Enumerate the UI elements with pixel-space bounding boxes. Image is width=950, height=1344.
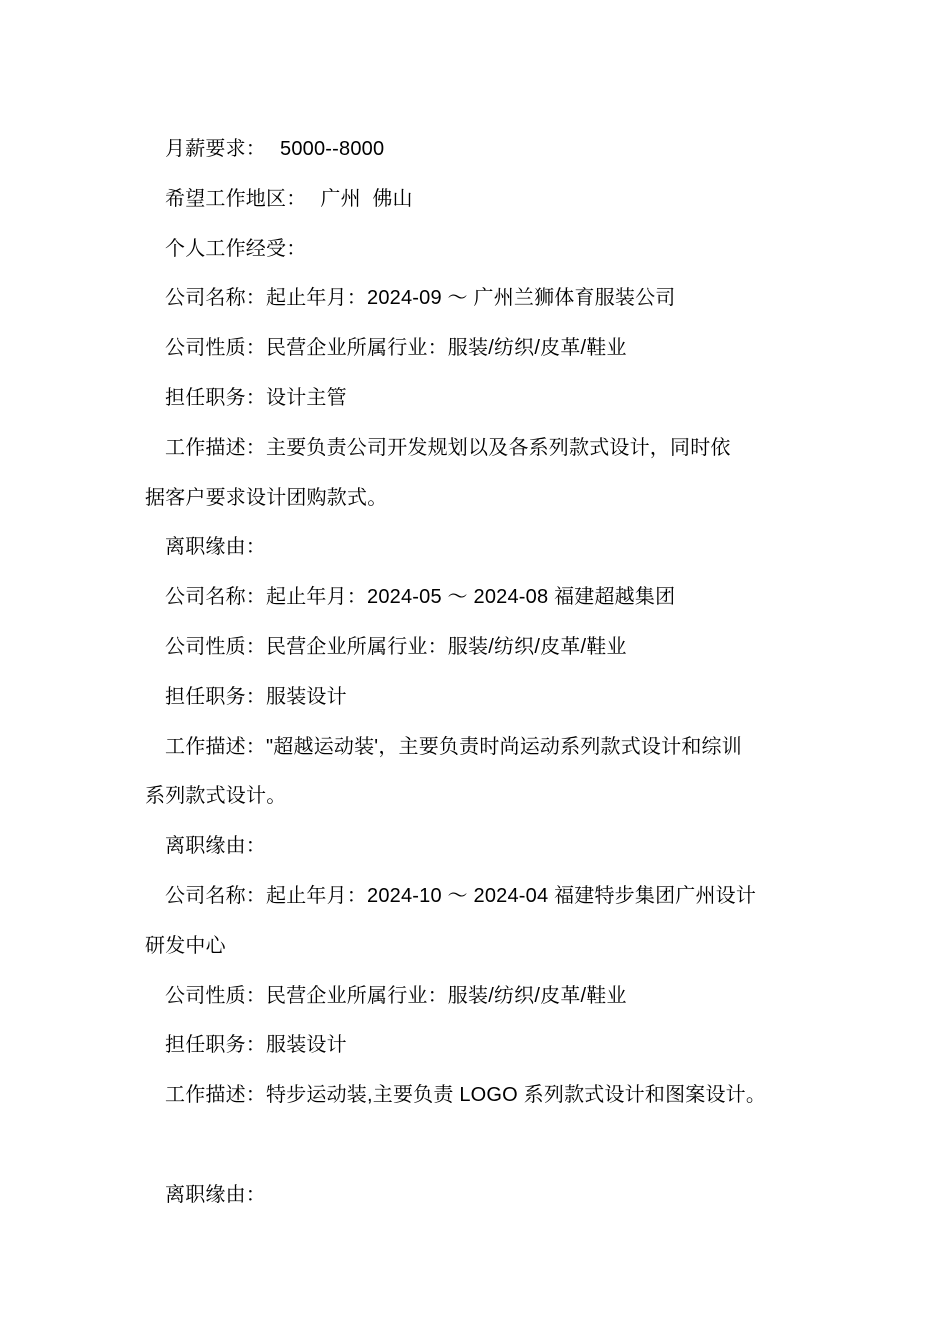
company-1-position-line: 担任职务：设计主管 [165, 386, 347, 409]
location-label: 希望工作地区： [165, 187, 307, 210]
company-2-name-line: 公司名称：起止年月：2024-05 ～ 2024-08 福建超越集团 [165, 586, 676, 609]
location-value: 广州 佛山 [320, 187, 413, 210]
company-1-name-line: 公司名称：起止年月：2024-09 ～ 广州兰狮体育服装公司 [165, 287, 676, 310]
company-3-nature-line: 公司性质：民营企业所属行业：服装/纺织/皮革/鞋业 [165, 984, 627, 1007]
company-2-position-line: 担任职务：服装设计 [165, 685, 347, 708]
company-3-position-line: 担任职务：服装设计 [165, 1034, 347, 1057]
company-3-name-line: 公司名称：起止年月：2024-10 ～ 2024-04 福建特步集团广州设计 [165, 884, 757, 907]
salary-line [145, 125, 810, 175]
company-1-nature-line: 公司性质：民营企业所属行业：服装/纺织/皮革/鞋业 [165, 337, 627, 360]
company-1-leave-reason: 离职缘由： [165, 536, 266, 559]
blank-line [145, 1121, 810, 1171]
company-3-leave-reason: 离职缘由： [165, 1183, 266, 1206]
salary-label: 月薪要求： [165, 138, 266, 160]
location-line [145, 175, 810, 225]
company-2-description-continued: 系列款式设计。 [145, 785, 287, 808]
company-2-nature-line: 公司性质：民营企业所属行业：服装/纺织/皮革/鞋业 [165, 635, 627, 658]
company-3-name-continued: 研发中心 [145, 934, 226, 957]
salary-value: 5000--8000 [280, 138, 385, 160]
company-2-leave-reason: 离职缘由： [165, 835, 266, 858]
document-body [145, 125, 810, 1221]
company-1-description-line: 工作描述：主要负责公司开发规划以及各系列款式设计，同时依 [165, 436, 731, 459]
work-experience-heading: 个人工作经受： [165, 237, 307, 260]
company-1-description-continued: 据客户要求设计团购款式。 [145, 486, 388, 509]
company-3-description-line: 工作描述：特步运动装,主要负责 LOGO 系列款式设计和图案设计。 [165, 1084, 767, 1107]
company-2-description-line: 工作描述："超越运动装'，主要负责时尚运动系列款式设计和综训 [165, 735, 742, 758]
